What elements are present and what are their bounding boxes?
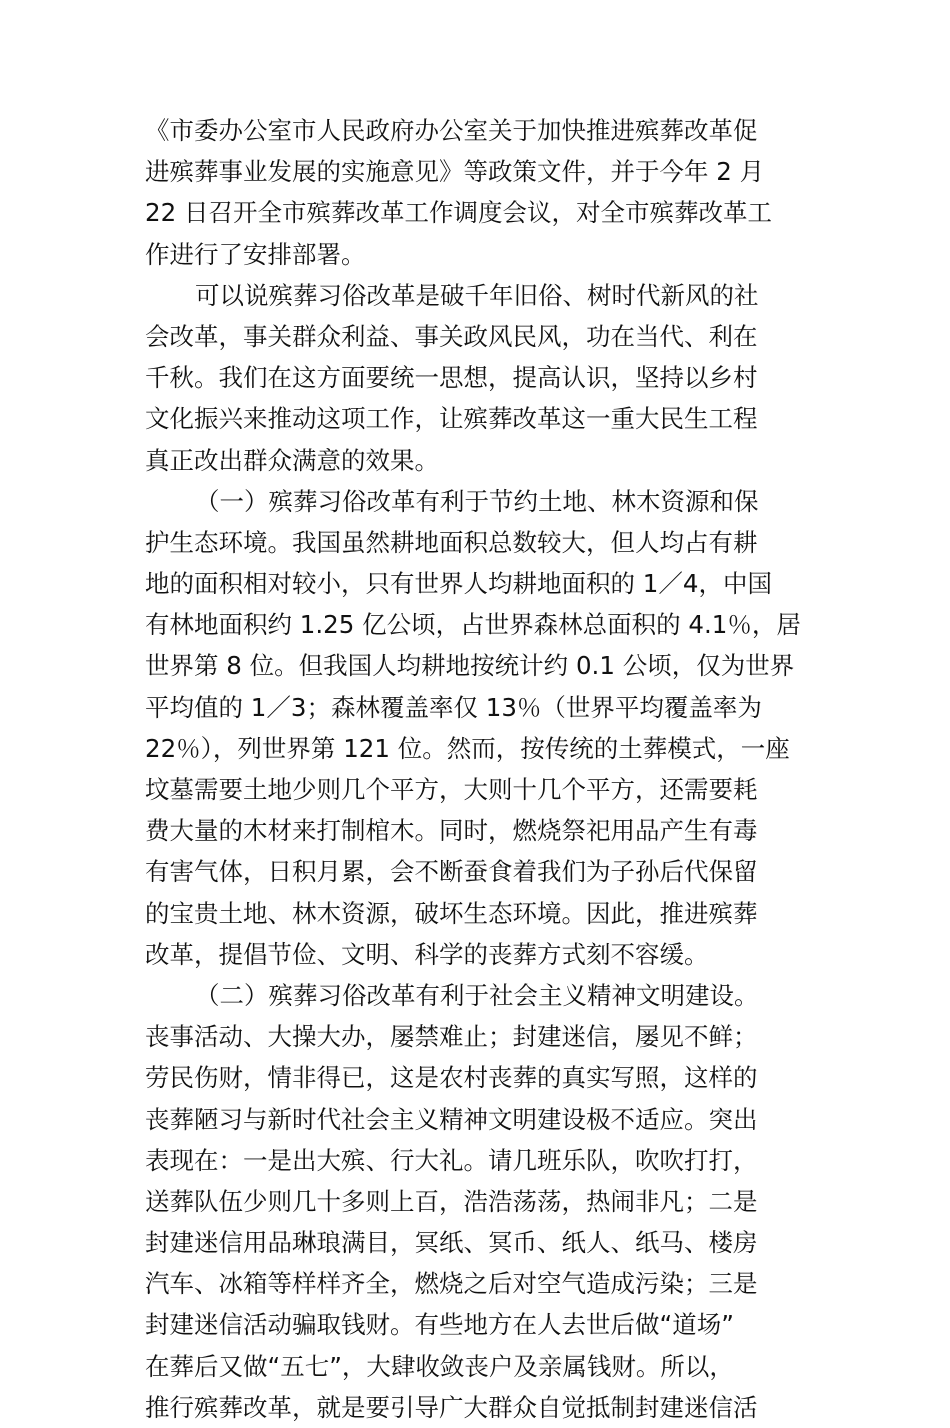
text-line: 费大量的木材来打制棺木。同时，燃烧祭祀用品产生有毒	[145, 816, 758, 846]
text-line: 真正改出群众满意的效果。	[145, 445, 439, 475]
text-line: 地的面积相对较小，只有世界人均耕地面积的 1／4，中国	[145, 569, 772, 599]
text-line: 劳民伤财，情非得已，这是农村丧葬的真实写照，这样的	[145, 1063, 758, 1093]
text-line: 22％），列世界第 121 位。然而，按传统的土葬模式，一座	[145, 733, 790, 763]
text-line: 丧事活动、大操大办，屡禁难止；封建迷信，屡见不鲜；	[145, 1022, 758, 1052]
text-line: 有害气体，日积月累，会不断蚕食着我们为子孙后代保留	[145, 857, 758, 887]
paragraph-first-line: （一）殡葬习俗改革有利于节约土地、林木资源和保	[195, 486, 759, 516]
paragraph-first-line: 可以说殡葬习俗改革是破千年旧俗、树时代新风的社	[195, 280, 759, 310]
text-line: 坟墓需要土地少则几个平方，大则十几个平方，还需要耗	[145, 775, 758, 804]
text-line: 文化振兴来推动这项工作，让殡葬改革这一重大民生工程	[145, 404, 758, 434]
text-line: 22 日召开全市殡葬改革工作调度会议，对全市殡葬改革工	[145, 198, 772, 228]
text-line: 作进行了安排部署。	[145, 239, 366, 269]
text-line: 表现在：一是出大殡、行大礼。请几班乐队，吹吹打打，	[145, 1145, 758, 1175]
text-line: 封建迷信用品琳琅满目，冥纸、冥币、纸人、纸马、楼房	[145, 1228, 758, 1258]
text-line: 在葬后又做“五七”，大肆收敛丧户及亲属钱财。所以，	[145, 1351, 734, 1381]
text-line: 推行殡葬改革，就是要引导广大群众自觉抵制封建迷信活	[145, 1392, 758, 1422]
text-line: 汽车、冰箱等样样齐全，燃烧之后对空气造成污染；三是	[145, 1269, 758, 1299]
paragraph-first-line: （二）殡葬习俗改革有利于社会主义精神文明建设。	[195, 980, 759, 1010]
text-line: 的宝贵土地、林木资源，破坏生态环境。因此，推进殡葬	[145, 898, 758, 928]
text-line: 丧葬陋习与新时代社会主义精神文明建设极不适应。突出	[145, 1104, 758, 1134]
text-line: 封建迷信活动骗取钱财。有些地方在人去世后做“道场”	[145, 1310, 734, 1340]
text-line: 送葬队伍少则几十多则上百，浩浩荡荡，热闹非凡；二是	[145, 1186, 758, 1216]
text-line: 《市委办公室市人民政府办公室关于加快推进殡葬改革促	[145, 116, 758, 145]
document-body	[145, 110, 810, 1428]
text-line: 世界第 8 位。但我国人均耕地按统计约 0.1 公顷，仅为世界	[145, 651, 795, 681]
text-line: 有林地面积约 1.25 亿公顷，占世界森林总面积的 4.1％，居	[145, 610, 801, 640]
text-line: 护生态环境。我国虽然耕地面积总数较大，但人均占有耕	[145, 527, 758, 557]
text-line: 千秋。我们在这方面要统一思想，提高认识，坚持以乡村	[145, 363, 758, 393]
text-line: 会改革，事关群众利益、事关政风民风，功在当代、利在	[145, 321, 758, 351]
text-line: 改革，提倡节俭、文明、科学的丧葬方式刻不容缓。	[145, 939, 709, 969]
text-line: 进殡葬事业发展的实施意见》等政策文件，并于今年 2 月	[145, 157, 765, 187]
text-line: 平均值的 1／3；森林覆盖率仅 13％（世界平均覆盖率为	[145, 692, 762, 722]
